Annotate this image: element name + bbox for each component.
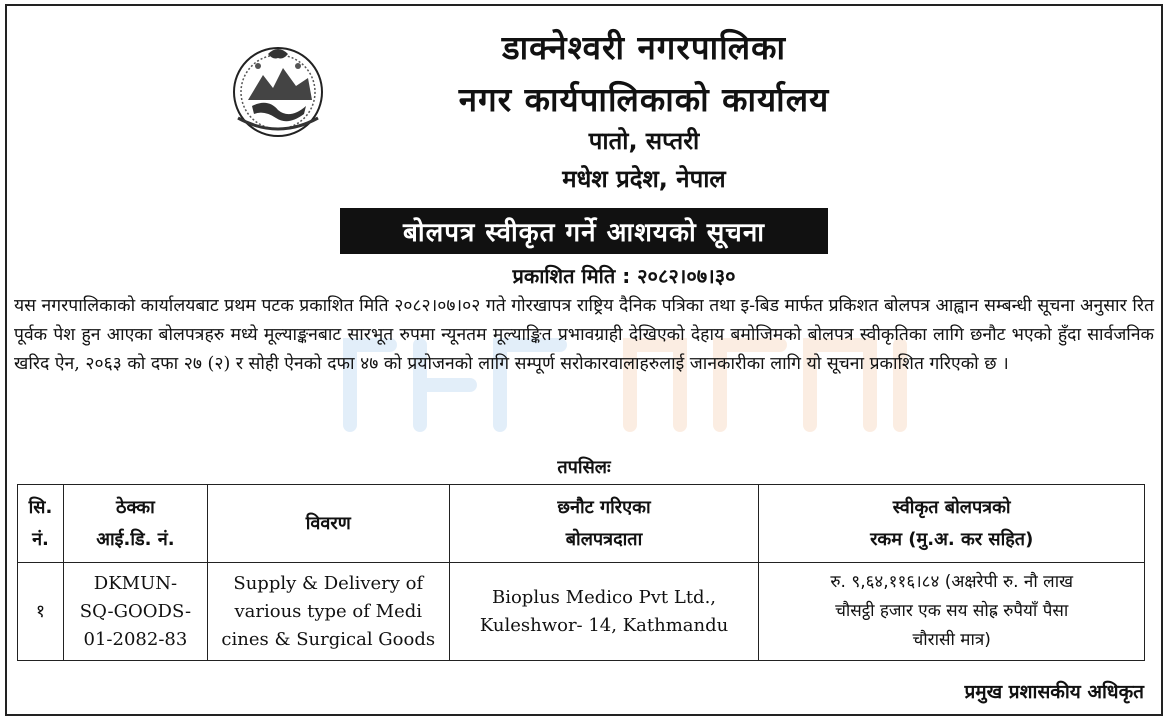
cell-contract-id: DKMUN- SQ-GOODS- 01-2082-83 xyxy=(63,563,207,661)
col-contract-id: ठेक्का आई.डि. नं. xyxy=(63,485,207,563)
notice-title-banner: बोलपत्र स्वीकृत गर्ने आशयको सूचना xyxy=(340,208,828,254)
cell-description: Supply & Delivery of various type of Medi cines & Surgical Goods xyxy=(207,563,449,661)
table-header-row xyxy=(18,485,1145,563)
col-selected-bidder: छनौट गरिएका बोलपत्रदाता xyxy=(449,485,759,563)
award-table xyxy=(17,484,1145,661)
cell-amount: रु. ९,६४,११६।८४ (अक्षरेपी रु. नौ लाख चौसट्ठी हजार एक सय सोह्र रुपैयाँ पैसा चौरासी मात्र) xyxy=(759,563,1145,661)
table-row xyxy=(18,563,1145,661)
col-sn: सि. नं. xyxy=(18,485,64,563)
office-location: पातो, सप्तरी xyxy=(588,127,700,155)
notice-body: यस नगरपालिकाको कार्यालयबाट प्रथम पटक प्रकाशित मिति २०८२।०७।०२ गते गोरखापत्र राष्ट्रिय दैनिक पत्रिका तथा इ-बिड मार्फत प्रकिशत बोलपत्र आह्वान सम्बन्धी सूचना अनुसार रित पूर्वक पेश हुन आएका बोलपत्रहरु मध्ये मूल्याङ्कनबाट सारभूत रुपमा न्यूनतम मूल्याङ्कित प्रभावग्राही देखिएको देहाय बमोजिमको बोलपत्र स्वीकृतिका लागि छनौट भएको हुँदा सार्वजनिक खरिद ऐन, २०६३ को दफा २७ (२) र सोही ऐनको दफा ४७ को प्रयोजनको लागि सम्पूर्ण सरोकारवालाहरुलाई जानकारीका लागि यो सूचना प्रकाशित गरिएको छ । xyxy=(14,296,1154,374)
province-country: मधेश प्रदेश, नेपाल xyxy=(562,165,726,193)
municipality-name: डाक्नेश्वरी नगरपालिका xyxy=(501,28,786,67)
published-date: प्रकाशित मिति : २०८२।०७।३० xyxy=(512,264,736,288)
cell-sn: १ xyxy=(18,563,64,661)
col-description: विवरण xyxy=(207,485,449,563)
office-name: नगर कार्यपालिकाको कार्यालय xyxy=(458,80,830,119)
col-amount: स्वीकृत बोलपत्रको रकम (मु.अ. कर सहित) xyxy=(759,485,1145,563)
cell-bidder: Bioplus Medico Pvt Ltd., Kuleshwor- 14, Kathmandu xyxy=(449,563,759,661)
signatory-title: प्रमुख प्रशासकीय अधिकृत xyxy=(964,681,1144,703)
schedule-label: तपसिलः xyxy=(557,457,611,478)
